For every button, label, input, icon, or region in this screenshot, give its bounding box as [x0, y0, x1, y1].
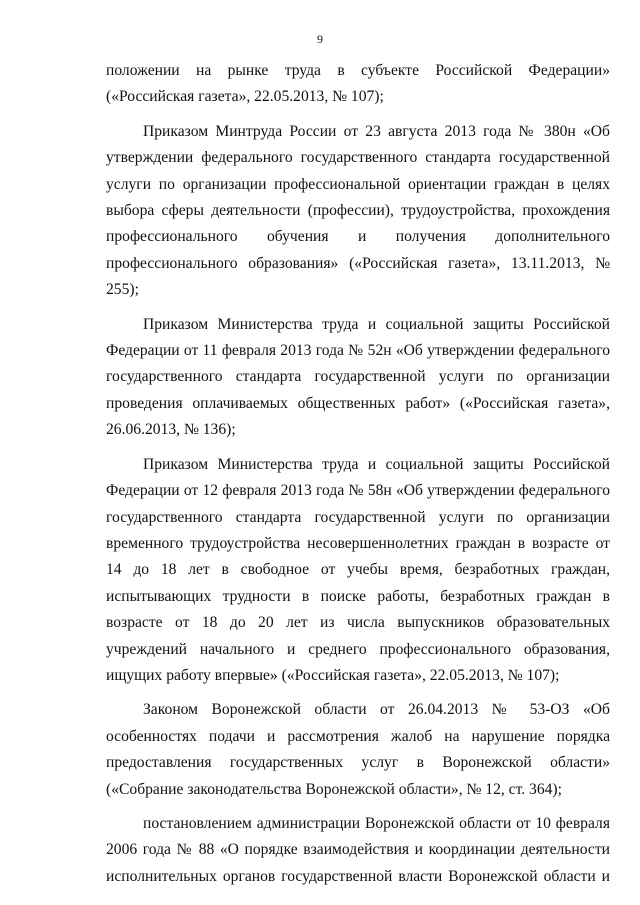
- paragraph-continuation: положении на рынке труда в субъекте Российской Федерации» («Российская газета», 22.05.2013, № 107);: [106, 62, 610, 106]
- paragraph-mintrud-order-380n: Приказом Минтруда России от 23 августа 2013 года № 380н «Об утверждении федерального государственного стандарта государственной услуги по организации профессиональной ориентации граждан в целях выбора сферы деятельности (профессии), трудоустройства, прохождения профессионального обучения и получения дополнительного профессионального образования» («Российская газета», 13.11.2013, № 255);: [106, 122, 610, 299]
- document-body: [106, 58, 610, 890]
- paragraph-voronezh-law-53-oz: Законом Воронежской области от 26.04.2013 № 53-ОЗ «Об особенностях подачи и рассмотрения жалоб на нарушение порядка предоставления государственных услуг в Воронежской области» («Собрание законодательства Воронежской области», № 12, ст. 364);: [106, 701, 610, 798]
- paragraph-mintrud-order-52n: Приказом Министерства труда и социальной защиты Российской Федерации от 11 февраля 2013 года № 52н «Об утверждении федерального государственного стандарта государственной услуги по организации проведения оплачиваемых общественных работ» («Российская газета», 26.06.2013, № 136);: [106, 315, 610, 439]
- paragraph-mintrud-order-58n: Приказом Министерства труда и социальной защиты Российской Федерации от 12 февраля 2013 года № 58н «Об утверждении федерального государственного стандарта государственной услуги по организации временного трудоустройства несовершеннолетних граждан в возрасте от 14 до 18 лет в свободное от учебы время, безработных граждан, испытывающих трудности в поиске работы, безработных граждан в возрасте от 18 до 20 лет из числа выпускников образовательных учреждений начального и среднего профессионального образования, ищущих работу впервые» («Российская газета», 22.05.2013, № 107);: [106, 455, 610, 684]
- page-number: 9: [317, 32, 323, 46]
- paragraph-voronezh-resolution-88: постановлением администрации Воронежской области от 10 февраля 2006 года № 88 «О порядке взаимодействия и координации деятельности исполнительных органов государственной власти Воронежской области и: [106, 814, 610, 885]
